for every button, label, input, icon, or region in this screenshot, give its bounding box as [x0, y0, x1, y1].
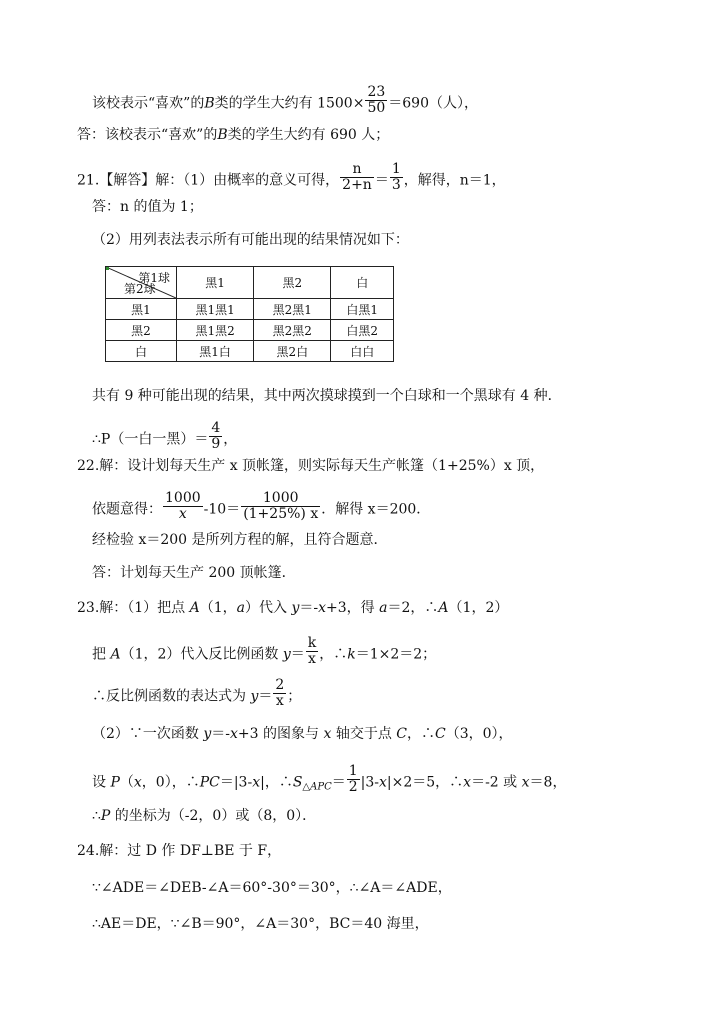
table-header-cell: 黑2	[254, 267, 331, 299]
fraction-4-9: $\frac{4}{9}$	[211, 420, 221, 452]
fraction-2-x: $\frac{2}{x}$	[275, 677, 285, 709]
line-n-answer: 答：n 的值为 1；	[92, 199, 203, 215]
fraction-1-2: $\frac{1}{2}$	[348, 763, 358, 795]
table-row	[106, 320, 394, 341]
line-linear-intersection: （2）∵一次函数 y＝-x+3 的图象与 x 轴交于点 C，∴C（3，0），	[92, 726, 513, 742]
table-row-label: 黑2	[106, 320, 177, 341]
line-b-estimate: 该校表示“喜欢”的B类的学生大约有 1500× $\frac{23}{50}$ ＝690（人），	[92, 84, 478, 116]
line-inverse-expression: ∴反比例函数的表达式为 y＝ $\frac{2}{x}$ ；	[92, 677, 302, 709]
line-inverse-substitute: 把 A（1，2）代入反比例函数 y＝ $\frac{k}{x}$ ，∴k＝1×2＝2；	[92, 635, 437, 667]
table-row-label: 黑1	[106, 299, 177, 320]
table-cell: 黑2白	[254, 341, 331, 362]
results-table	[105, 266, 394, 362]
line-check: 经检验 x＝200 是所列方程的解，且符合题意．	[92, 532, 388, 548]
fraction-n-over-2n: $\frac{n}{2+n}$	[342, 161, 372, 193]
table-cell: 白黑2	[331, 320, 394, 341]
line-b-answer: 答：该校表示“喜欢”的B类的学生大约有 690 人；	[77, 127, 390, 143]
table-cell: 黑1白	[177, 341, 254, 362]
line-ae-de: ∴AE＝DE，∵∠B＝90°，∠A＝30°，BC＝40 海里，	[92, 916, 429, 932]
table-cell: 白黑1	[331, 299, 394, 320]
table-corner-cell: 第1球 第2球	[106, 267, 177, 299]
table-cell: 白白	[331, 341, 394, 362]
line-equation: 依题意得： $\frac{1000}{x}$ -10＝ $\frac{1000}{(1+25\%) x}$ ．解得 x＝200．	[92, 490, 431, 522]
line-tent-answer: 答：计划每天生产 200 顶帐篷．	[92, 565, 296, 581]
table-header-cell: 白	[331, 267, 394, 299]
table-header-cell: 黑1	[177, 267, 254, 299]
line-area-equation: 设 P（x，0），∴PC＝|3-x|，$\therefore S_{\triangle APC}=$ $\frac{1}{2}$ |3-x|×2＝5，∴x＝-2 或 x＝8，	[92, 763, 567, 795]
fraction-23-50: $\frac{23}{50}$	[367, 84, 386, 116]
fraction-1000-x: $\frac{1000}{x}$	[165, 490, 201, 522]
table-row	[106, 299, 394, 320]
line-p-coordinates: ∴P 的坐标为（-2，0）或（8，0）．	[92, 808, 317, 824]
table-row-label: 白	[106, 341, 177, 362]
question-22-heading: 22.解：设计划每天生产 x 顶帐篷，则实际每天生产帐篷（1+25%）x 顶，	[77, 458, 545, 474]
table-header-row	[106, 267, 394, 299]
line-probability: ∴P（一白一黑）＝ $\frac{4}{9}$ ，	[92, 420, 238, 452]
table-cell: 黑1黑2	[177, 320, 254, 341]
fraction-1-3: $\frac{1}{3}$	[391, 161, 401, 193]
table-row	[106, 341, 394, 362]
line-outcome-count: 共有 9 种可能出现的结果，其中两次摸球摸到一个白球和一个黑球有 4 种．	[92, 388, 562, 404]
fraction-k-x: $\frac{k}{x}$	[307, 635, 317, 667]
line-table-intro: （2）用列表法表示所有可能出现的结果情况如下：	[92, 232, 409, 248]
question-24-heading: 24.解：过 D 作 DF⊥BE 于 F，	[77, 843, 282, 859]
table-cell: 黑1黑1	[177, 299, 254, 320]
fraction-1000-125x: $\frac{1000}{(1+25\%) x}$	[243, 490, 319, 522]
table-cell: 黑2黑1	[254, 299, 331, 320]
table-cell: 黑2黑2	[254, 320, 331, 341]
question-21-heading: 21.【解答】解：（1）由概率的意义可得， $\frac{n}{2+n}$ ＝ $\frac{1}{3}$ ，解得，n＝1，	[77, 161, 506, 193]
line-angle-relation: ∵∠ADE＝∠DEB-∠A＝60°-30°＝30°，∴∠A＝∠ADE，	[92, 880, 452, 896]
question-23-heading: 23.解：（1）把点 A（1，a）代入 y＝-x+3，得 a＝2，∴A（1，2）	[77, 600, 509, 616]
